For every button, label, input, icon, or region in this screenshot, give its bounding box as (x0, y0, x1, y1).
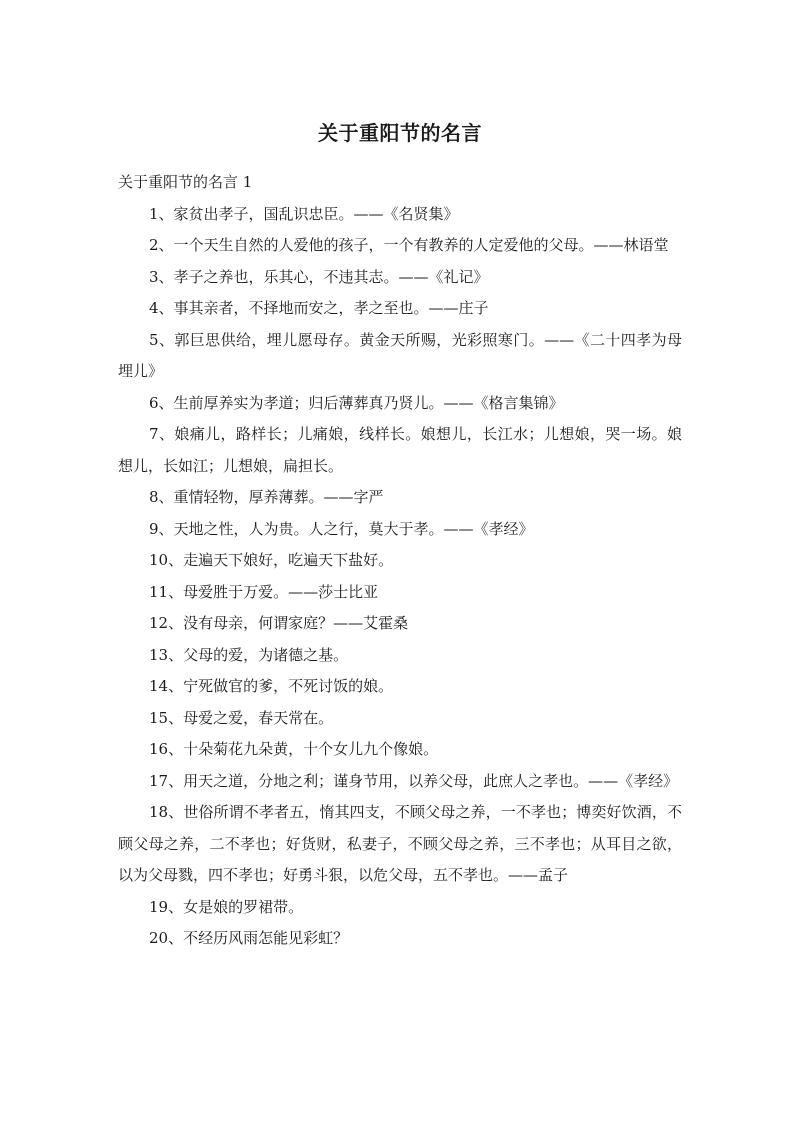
document-title: 关于重阳节的名言 (318, 121, 482, 145)
quote-item: 16、十朵菊花九朵黄，十个女儿九个像娘。 (149, 740, 439, 758)
quote-item: 19、女是娘的罗裙带。 (149, 897, 304, 916)
quote-item: 17、用天之道，分地之利；谨身节用，以养父母，此庶人之孝也。——《孝经》 (149, 771, 679, 790)
quote-item: 15、母爱之爱，春天常在。 (149, 708, 334, 727)
quote-item: 18、世俗所谓不孝者五，惰其四支，不顾父母之养，一不孝也；博奕好饮酒，不顾父母之养，二不孝也；好货财，私妻子，不顾父母之养，三不孝也；从耳目之欲，以为父母戮，四不孝也；好勇斗狠，以危父母，五不孝也。——孟子 (118, 803, 682, 884)
quote-item: 5、郭巨思供给，埋儿愿母存。黄金天所赐，光彩照寒门。——《二十四孝为母埋儿》 (118, 330, 682, 380)
quote-item: 11、母爱胜于万爱。——莎士比亚 (149, 582, 379, 601)
quote-item: 4、事其亲者，不择地而安之，孝之至也。——庄子 (149, 299, 489, 317)
quote-item: 13、父母的爱，为诸德之基。 (149, 645, 349, 664)
quote-item: 10、走遍天下娘好，吃遍天下盐好。 (149, 551, 394, 569)
quote-item: 1、家贫出孝子，国乱识忠臣。——《名贤集》 (149, 204, 459, 223)
quote-item: 6、生前厚养实为孝道；归后薄葬真乃贤儿。——《格言集锦》 (149, 393, 564, 412)
quote-item: 2、一个天生自然的人爱他的孩子，一个有教养的人定爱他的父母。——林语堂 (149, 236, 669, 254)
quote-item: 8、重情轻物，厚养薄葬。——字严 (149, 488, 384, 506)
section-heading: 关于重阳节的名言 1 (118, 173, 253, 191)
quote-item: 12、没有母亲，何谓家庭？——艾霍桑 (149, 614, 409, 632)
quote-item: 3、孝子之养也，乐其心，不违其志。——《礼记》 (149, 267, 489, 286)
quote-item: 9、天地之性，人为贵。人之行，莫大于孝。——《孝经》 (149, 519, 534, 538)
quote-item: 14、宁死做官的爹，不死讨饭的娘。 (149, 677, 394, 695)
quote-item: 20、不经历风雨怎能见彩虹？ (149, 929, 349, 947)
quote-list (118, 199, 682, 955)
quote-item: 7、娘痛儿，路样长；儿痛娘，线样长。娘想儿，长江水；儿想娘，哭一场。娘想儿，长如江；儿想娘，扁担长。 (118, 425, 682, 475)
